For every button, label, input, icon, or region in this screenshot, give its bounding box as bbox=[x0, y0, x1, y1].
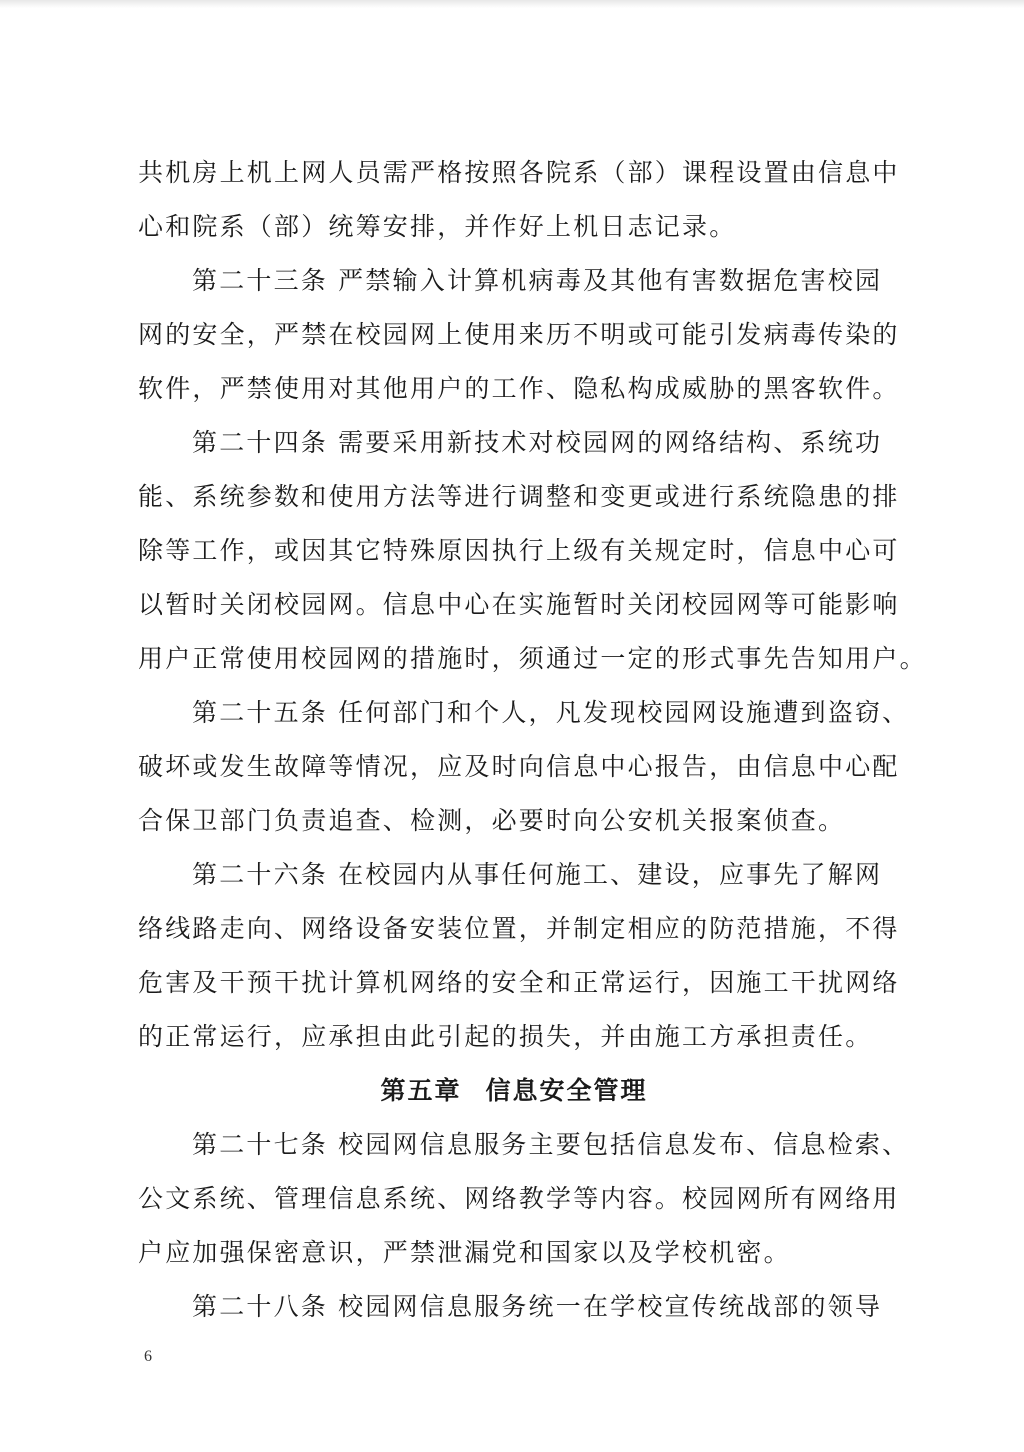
text-line: 第二十八条 校园网信息服务统一在学校宣传统战部的领导 bbox=[192, 1292, 883, 1321]
p-continued bbox=[138, 146, 900, 254]
paragraphs-after-chapter bbox=[138, 1118, 910, 1334]
p-article-25 bbox=[138, 686, 910, 848]
text-line: 第二十六条 在校园内从事任何施工、建设，应事先了解网 bbox=[192, 860, 883, 889]
p-article-27 bbox=[138, 1118, 910, 1280]
chapter-number: 第五章 bbox=[380, 1076, 462, 1105]
text-line: 用户正常使用校园网的措施时，须通过一定的形式事先告知用户。 bbox=[138, 644, 927, 673]
text-line: 危害及干预干扰计算机网络的安全和正常运行，因施工干扰网络 bbox=[138, 968, 900, 997]
text-line: 共机房上机上网人员需严格按照各院系（部）课程设置由信息中 bbox=[138, 158, 900, 187]
text-line: 户应加强保密意识，严禁泄漏党和国家以及学校机密。 bbox=[138, 1238, 791, 1267]
text-line: 能、系统参数和使用方法等进行调整和变更或进行系统隐患的排 bbox=[138, 482, 900, 511]
text-line: 第二十七条 校园网信息服务主要包括信息发布、信息检索、 bbox=[192, 1130, 910, 1159]
text-line: 公文系统、管理信息系统、网络教学等内容。校园网所有网络用 bbox=[138, 1184, 900, 1213]
document-page bbox=[138, 146, 927, 1334]
chapter-title: 信息安全管理 bbox=[485, 1076, 648, 1105]
text-line: 合保卫部门负责追查、检测，必要时向公安机关报案侦查。 bbox=[138, 806, 846, 835]
p-article-26 bbox=[138, 848, 900, 1064]
text-line: 络线路走向、网络设备安装位置，并制定相应的防范措施，不得 bbox=[138, 914, 900, 943]
p-article-28 bbox=[138, 1280, 890, 1334]
text-line: 心和院系（部）统筹安排，并作好上机日志记录。 bbox=[138, 212, 737, 241]
text-line: 的正常运行，应承担由此引起的损失，并由施工方承担责任。 bbox=[138, 1022, 873, 1051]
text-line: 以暂时关闭校园网。信息中心在实施暂时关闭校园网等可能影响 bbox=[138, 590, 900, 619]
text-line: 软件，严禁使用对其他用户的工作、隐私构成威胁的黑客软件。 bbox=[138, 374, 900, 403]
text-line: 网的安全，严禁在校园网上使用来历不明或可能引发病毒传染的 bbox=[138, 320, 900, 349]
scan-edge bbox=[0, 0, 1024, 8]
p-article-24 bbox=[138, 416, 927, 686]
page-number: 6 bbox=[144, 1348, 152, 1365]
text-line: 除等工作，或因其它特殊原因执行上级有关规定时，信息中心可 bbox=[138, 536, 900, 565]
paragraphs-before-chapter bbox=[138, 146, 927, 1064]
text-line: 破坏或发生故障等情况，应及时向信息中心报告，由信息中心配 bbox=[138, 752, 900, 781]
text-line: 第二十五条 任何部门和个人，凡发现校园网设施遭到盗窃、 bbox=[192, 698, 910, 727]
text-line: 第二十四条 需要采用新技术对校园网的网络结构、系统功 bbox=[192, 428, 883, 457]
text-line: 第二十三条 严禁输入计算机病毒及其他有害数据危害校园 bbox=[192, 266, 883, 295]
chapter-heading bbox=[138, 1064, 890, 1118]
p-article-23 bbox=[138, 254, 900, 416]
